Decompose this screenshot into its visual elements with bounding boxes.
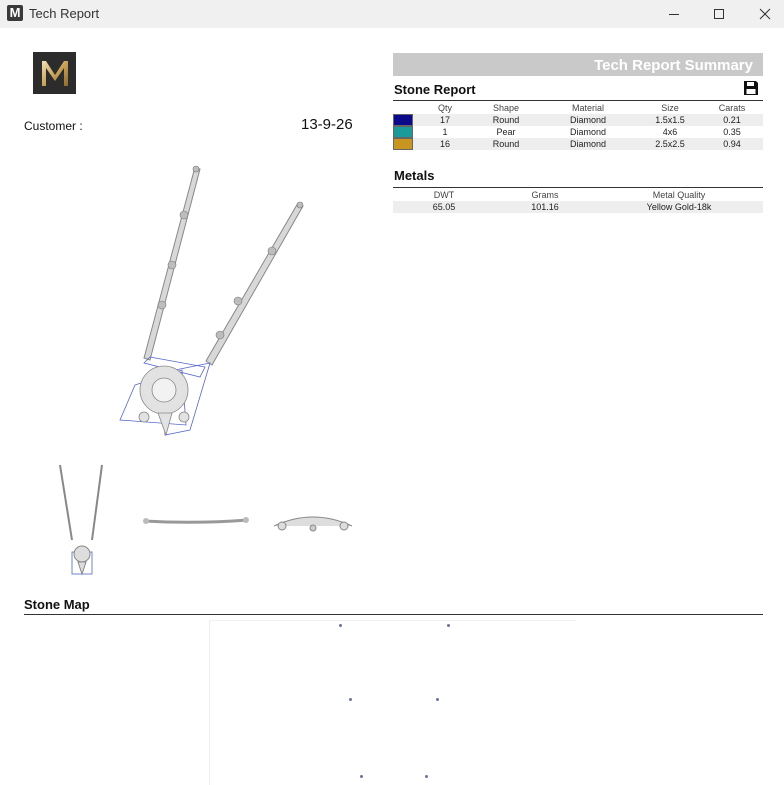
app-icon: M [7, 5, 23, 21]
maximize-icon [713, 8, 725, 20]
stone-color-swatch [393, 114, 413, 126]
close-icon [759, 8, 771, 20]
save-icon[interactable] [743, 80, 759, 96]
metals-divider [393, 187, 763, 188]
stone-map-point [360, 775, 363, 778]
metal-quality: Yellow Gold-18k [595, 201, 763, 213]
minimize-icon [668, 8, 680, 20]
stone-map-divider [24, 614, 763, 615]
summary-header-bar [393, 53, 763, 76]
stone-map-point [339, 624, 342, 627]
column-header-dwt: DWT [433, 190, 455, 200]
stone-qty: 17 [415, 114, 475, 126]
stone-report-divider [393, 100, 763, 101]
necklace-main-view [100, 155, 330, 445]
stone-carats: 0.94 [701, 138, 763, 150]
stone-report-table [393, 102, 763, 150]
stone-material: Diamond [537, 138, 639, 150]
summary-title: Tech Report Summary [594, 57, 753, 74]
stone-shape: Pear [496, 127, 516, 137]
table-row [393, 126, 763, 138]
report-date: 13-9-26 [301, 116, 353, 133]
column-header-qty: Qty [437, 103, 452, 113]
table-row [393, 201, 763, 213]
metal-grams: 101.16 [495, 201, 595, 213]
stone-size: 2.5x2.5 [639, 138, 701, 150]
stone-material: Diamond [569, 127, 607, 137]
stone-material: Diamond [537, 114, 639, 126]
close-button[interactable] [742, 0, 784, 28]
minimize-button[interactable] [651, 0, 697, 28]
stone-map-title: Stone Map [24, 597, 90, 612]
column-header-metal-quality: Metal Quality [652, 190, 706, 200]
stone-size: 4x6 [662, 127, 678, 137]
window-title: Tech Report [29, 6, 100, 21]
stone-map-point [349, 698, 352, 701]
stone-map-point [436, 698, 439, 701]
stone-report-header-row [393, 102, 763, 114]
metal-dwt: 65.05 [393, 201, 495, 213]
stone-size: 1.5x1.5 [639, 114, 701, 126]
stone-shape: Round [475, 114, 537, 126]
stone-map-point [447, 624, 450, 627]
thumbnail-top-view [270, 508, 356, 534]
stone-map-point [425, 775, 428, 778]
thumbnail-side-view [140, 512, 252, 530]
title-bar [0, 0, 784, 28]
customer-label: Customer : [24, 119, 83, 133]
stone-color-swatch [393, 126, 413, 138]
metals-title: Metals [394, 168, 435, 183]
column-header-grams: Grams [531, 190, 559, 200]
column-header-shape: Shape [492, 103, 520, 113]
stone-carats: 0.35 [723, 127, 741, 137]
company-logo [33, 52, 76, 94]
stone-qty: 1 [442, 127, 448, 137]
maximize-button[interactable] [696, 0, 742, 28]
stone-report-title: Stone Report [394, 82, 476, 97]
stone-qty: 16 [415, 138, 475, 150]
stone-map-canvas [209, 620, 576, 785]
stone-color-swatch [393, 138, 413, 150]
thumbnail-front-view [52, 462, 112, 580]
metals-table [393, 189, 763, 213]
stone-carats: 0.21 [701, 114, 763, 126]
table-row [393, 114, 763, 126]
metals-header-row [393, 189, 763, 201]
column-header-material: Material [571, 103, 604, 113]
stone-shape: Round [475, 138, 537, 150]
column-header-size: Size [661, 103, 679, 113]
column-header-carats: Carats [718, 103, 746, 113]
logo-m-icon [39, 59, 71, 87]
table-row [393, 138, 763, 150]
